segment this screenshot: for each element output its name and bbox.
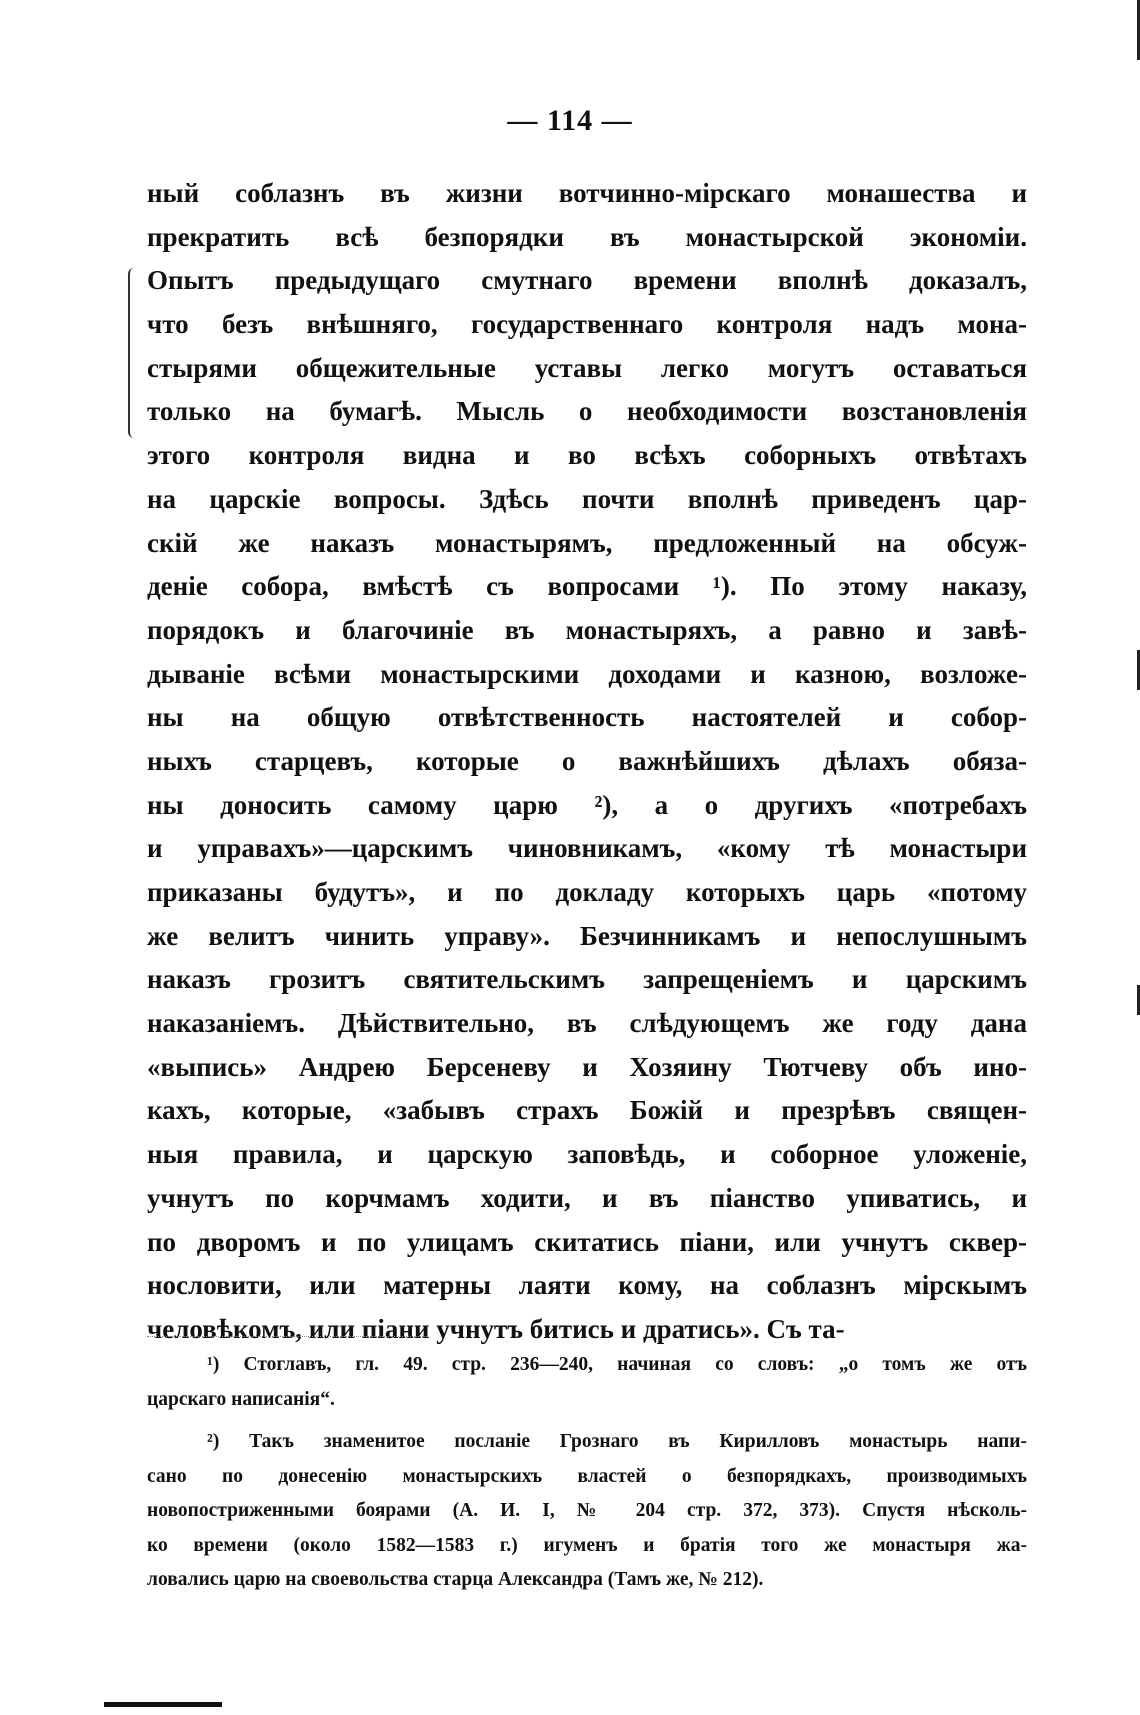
footnote-line: царскаго написанія“. [147,1388,335,1410]
text-line: «выпись» Андрею Берсеневу и Хозяину Тютчеву объ ино- [147,1051,1027,1082]
text-line: деніе собора, вмѣстѣ съ вопросами ¹). По этому наказу, [147,571,1027,602]
text-line: Опытъ предыдущаго смутнаго времени вполнѣ доказалъ, [147,265,1027,296]
text-line: дываніе всѣми монастырскими доходами и казною, возложе- [147,658,1027,689]
text-line: порядокъ и благочиніе въ монастыряхъ, а равно и завѣ- [147,614,1027,645]
text-line: прекратить всѣ безпорядки въ монастырской экономіи. [147,221,1027,252]
footnote-1 [147,1348,1027,1417]
text-line: что безъ внѣшняго, государственнаго контроля надъ мона- [147,309,1027,340]
footnote-line: ²) Такъ знаменитое посланіе Грознаго въ Кирилловъ монастырь напи- [207,1431,1027,1452]
text-line: на царскіе вопросы. Здѣсь почти вполнѣ приведенъ цар- [147,483,1027,514]
text-line: человѣкомъ, или піани учнутъ битись и дратись». Съ та- [147,1313,845,1344]
footnotes [147,1348,1027,1598]
footnote-line: ловались царю на своевольства старца Александра (Тамъ же, № 212). [147,1569,764,1590]
text-line: приказаны будутъ», и по докладу которыхъ царь «потому [147,877,1027,907]
text-line: наказаніемъ. Дѣйствительно, въ слѣдующемъ же году дана [147,1008,1027,1039]
text-line: по дворомъ и по улицамъ скитатись піани, или учнутъ сквер- [147,1226,1027,1257]
margin-pencil-mark [128,268,138,438]
scan-bottom-bar [104,1702,222,1707]
text-line: этого контроля видна и во всѣхъ соборныхъ отвѣтахъ [147,440,1027,471]
text-line: скій же наказъ монастырямъ, предложенный на обсуж- [147,527,1027,558]
text-line: наказъ грозитъ святительскимъ запрещеніемъ и царскимъ [147,964,1027,995]
page-number: — 114 — [507,104,633,137]
text-line: ны на общую отвѣтственность настоятелей и собор- [147,702,1027,733]
text-line: учнутъ по корчмамъ ходити, и въ піанство упиватись, и [147,1182,1027,1213]
text-line: нословити, или матерны лаяти кому, на соблазнъ мірскымъ [147,1270,1027,1301]
footnote-line: сано по донесенію монастырскихъ властей о безпорядкахъ, производимыхъ [147,1465,1027,1487]
text-line: ныя правила, и царскую заповѣдь, и соборное уложеніе, [147,1139,1027,1170]
text-line: стырями общежительные уставы легко могутъ оставаться [147,352,1027,383]
text-line: кахъ, которые, «забывъ страхъ Божій и презрѣвъ священ- [147,1095,1027,1126]
footnote-2 [147,1425,1027,1598]
body-text [147,172,1027,1352]
footnote-line: ко времени (около 1582—1583 г.) игуменъ и братія того же монастыря жа- [147,1534,1027,1556]
text-line: ны доносить самому царю ²), а о другихъ «потребахъ [147,789,1027,820]
footnote-separator [147,1336,427,1337]
text-line: и управахъ»—царскимъ чиновникамъ, «кому тѣ монастыри [147,833,1027,864]
text-line: ный соблазнъ въ жизни вотчинно-мірскаго монашества и [147,178,1027,208]
text-line: же велитъ чинить управу». Безчинникамъ и непослушнымъ [147,920,1027,951]
text-line: только на бумагѣ. Мысль о необходимости возстановленія [147,396,1027,427]
footnote-line: новопостриженными боярами (А. И. I, № 204 стр. 372, 373). Спустя нѣсколь- [147,1500,1027,1521]
footnote-line: ¹) Стоглавъ, гл. 49. стр. 236—240, начиная со словъ: „о томъ же отъ [207,1354,1027,1375]
text-line: ныхъ старцевъ, которые о важнѣйшихъ дѣлахъ обяза- [147,745,1027,776]
